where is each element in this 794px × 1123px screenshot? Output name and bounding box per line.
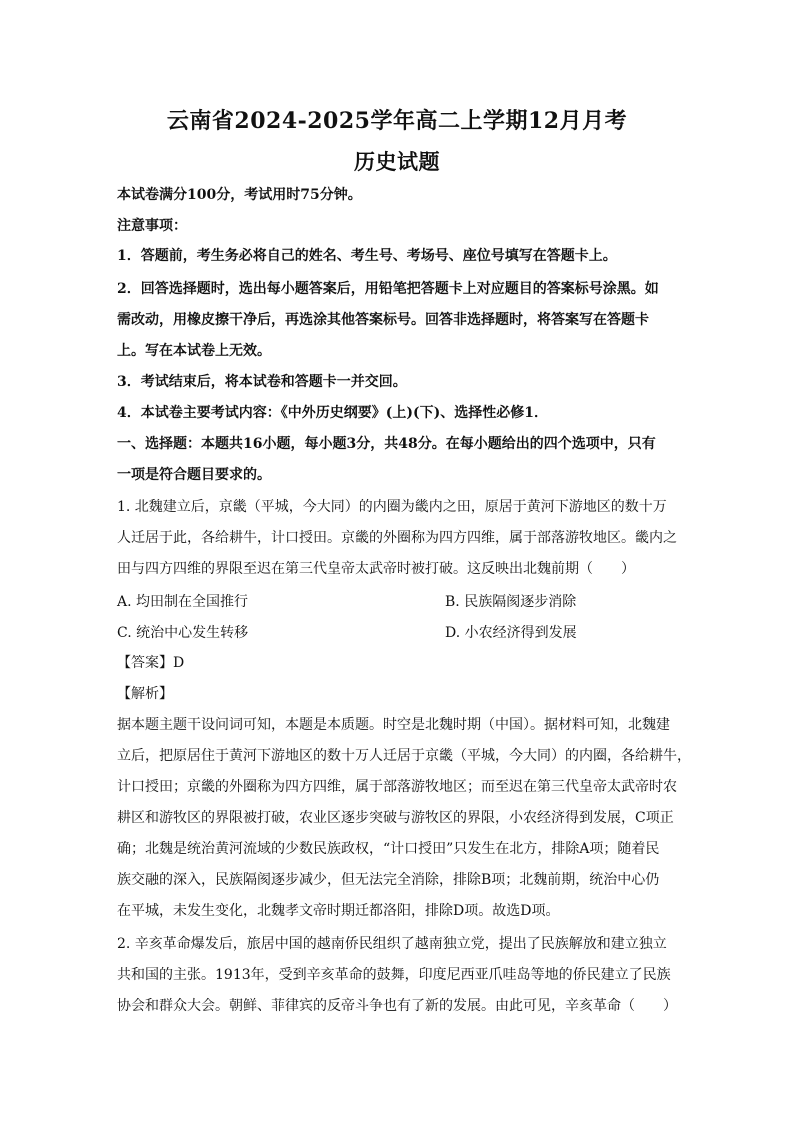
notice-line: 2．回答选择题时，选出每小题答案后，用铅笔把答题卡上对应题目的答案标号涂黑。如: [117, 281, 659, 297]
analysis-line: 据本题主题干设问词可知，本题是本质题。时空是北魏时期（中国）。据材料可知，北魏建: [117, 717, 670, 733]
notice-line: 上。写在本试卷上无效。: [117, 343, 271, 359]
notice-line: 3．考试结束后，将本试卷和答题卡一并交回。: [117, 374, 407, 390]
question-1-stem: 1. 北魏建立后，京畿（平城，今大同）的内圈为畿内之田，原居于黄河下游地区的数十万: [117, 499, 667, 515]
question-1-stem: 人迁居于此，各给耕牛，计口授田。京畿的外圈称为四方四维，属于部落游牧地区。畿内之: [117, 530, 677, 546]
question-1-option-b: B. 民族隔阂逐步消除: [445, 594, 577, 610]
section-heading: 一、选择题：本题共16小题，每小题3分，共48分。在每小题给出的四个选项中，只有: [117, 436, 656, 452]
exam-subtitle: 历史试题: [354, 149, 440, 174]
exam-title: 云南省2024-2025学年高二上学期12月月考: [166, 108, 628, 134]
analysis-line: 耕区和游牧区的界限被打破，农业区逐步突破与游牧区的界限，小农经济得到发展，C项正: [117, 810, 674, 826]
question-1-option-d: D. 小农经济得到发展: [445, 625, 577, 641]
answer-label: 【答案】D: [117, 655, 185, 671]
notice-line: 需改动，用橡皮擦干净后，再选涂其他答案标号。回答非选择题时，将答案写在答题卡: [117, 312, 649, 328]
analysis-line: 立后，把原居住于黄河下游地区的数十万人迁居于京畿（平城，今大同）的内圈，各给耕牛，: [117, 748, 691, 764]
question-1-stem: 田与四方四维的界限至迟在第三代皇帝太武帝时被打破。这反映出北魏前期（ ）: [117, 561, 635, 577]
analysis-line: 在平城，未发生变化，北魏孝文帝时期迁都洛阳，排除D项。故选D项。: [117, 903, 560, 919]
question-1-option-c: C. 统治中心发生转移: [117, 625, 249, 641]
notice-heading: 注意事项：: [117, 218, 187, 234]
analysis-label: 【解析】: [117, 686, 173, 702]
analysis-line: 计口授田；京畿的外圈称为四方四维，属于部落游牧地区；而至迟在第三代皇帝太武帝时农: [117, 779, 677, 795]
notice-line: 1．答题前，考生务必将自己的姓名、考生号、考场号、座位号填写在答题卡上。: [117, 248, 617, 264]
question-2-stem: 2. 辛亥革命爆发后，旅居中国的越南侨民组织了越南独立党，提出了民族解放和建立独立: [117, 936, 667, 952]
section-heading: 一项是符合题目要求的。: [117, 467, 271, 483]
question-2-stem: 协会和群众大会。朝鲜、菲律宾的反帝斗争也有了新的发展。由此可见，辛亥革命（ ）: [117, 998, 677, 1014]
exam-intro: 本试卷满分100分，考试用时75分钟。: [117, 187, 362, 203]
question-1-option-a: A. 均田制在全国推行: [117, 594, 249, 610]
analysis-line: 确；北魏是统治黄河流域的少数民族政权，“计口授田”只发生在北方，排除A项；随着民: [117, 841, 660, 857]
question-2-stem: 共和国的主张。1913年，受到辛亥革命的鼓舞，印度尼西亚爪哇岛等地的侨民建立了民族: [117, 967, 671, 983]
notice-line: 4．本试卷主要考试内容：《中外历史纲要》(上)(下)、选择性必修1．: [117, 405, 548, 421]
analysis-line: 族交融的深入，民族隔阂逐步减少，但无法完全消除，排除B项；北魏前期，统治中心仍: [117, 872, 660, 888]
